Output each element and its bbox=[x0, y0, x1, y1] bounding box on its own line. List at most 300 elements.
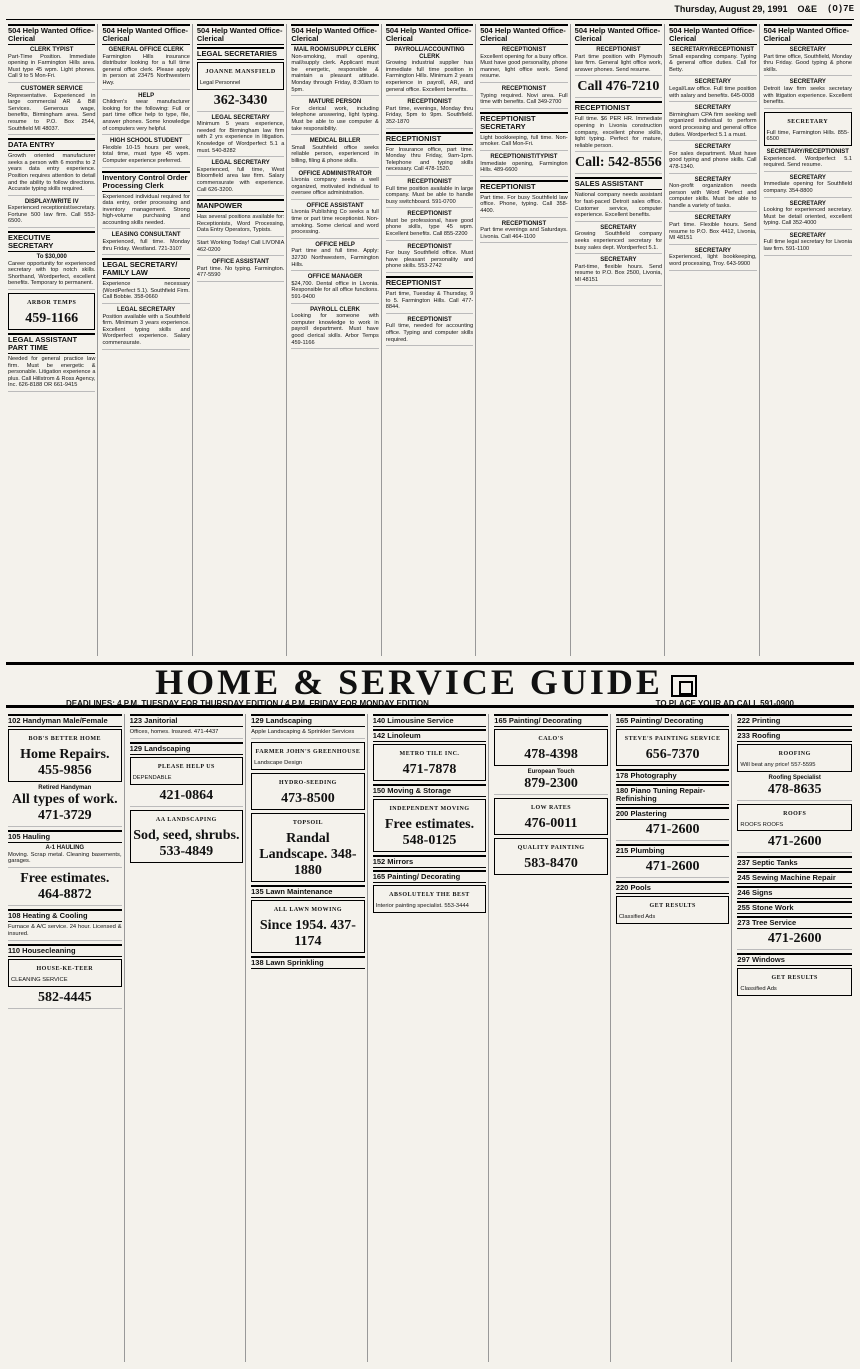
ad-text: Livonia Publishing Co seeks a full time or part time receptionist. Non-smoking. Some clerical and word processing. bbox=[291, 209, 379, 236]
ad-text: Looking for someone with computer knowledge to work in payroll department. Must have good clerical skills. Arbor Temps 459-1166 bbox=[291, 313, 379, 346]
section-heading: 165 Painting/ Decorating bbox=[373, 870, 487, 883]
ad-heading: OFFICE ASSISTANT bbox=[212, 259, 270, 266]
section-heading: 138 Lawn Sprinkling bbox=[251, 956, 365, 969]
classified-ad bbox=[251, 900, 365, 953]
classified-ad bbox=[291, 171, 378, 200]
classified-column bbox=[492, 714, 611, 1362]
ad-text: National company needs assistant for fast-paced Detroit sales office. Customer service, computer experience. Excellent benefits. bbox=[574, 192, 663, 219]
ad-text: Experienced, light bookkeeping, word processing, Troy. 643-9900 bbox=[669, 254, 757, 268]
section-heading: 220 Pools bbox=[616, 881, 730, 894]
section-heading: 200 Plastering bbox=[616, 807, 730, 820]
ad-text: Detroit law firm seeks secretary with litigation experience. Excellent benefits. bbox=[763, 85, 852, 106]
classified-ad bbox=[764, 112, 852, 146]
classified-ad bbox=[197, 214, 284, 237]
page-folio: (O)7E bbox=[826, 4, 854, 14]
classified-ad bbox=[197, 62, 284, 90]
phone-book-icon bbox=[671, 675, 697, 697]
classified-ad bbox=[575, 47, 662, 76]
section-heading: 504 Help Wanted Office-Clerical bbox=[574, 26, 661, 43]
ad-text: Legal/Law office. Full time position with salary and benefits. 645-0008 bbox=[669, 85, 757, 99]
section-label: O&E bbox=[797, 4, 817, 14]
classified-ad bbox=[575, 225, 662, 254]
ad-heading: CUSTOMER SERVICE bbox=[20, 85, 83, 92]
classified-ad bbox=[8, 86, 95, 135]
classified-ad bbox=[764, 233, 852, 256]
ad-text: 471-2600 bbox=[767, 931, 822, 947]
classified-ad bbox=[669, 47, 756, 76]
classified-ad bbox=[494, 729, 608, 766]
ad-heading: RECEPTIONIST bbox=[407, 178, 452, 185]
ad-text: Full time, needed for accounting office. Typing and computer skills required. bbox=[385, 323, 474, 343]
ad-heading: INDEPENDENT MOVING bbox=[389, 806, 470, 812]
section-heading: RECEPTIONIST bbox=[386, 132, 473, 145]
classified-ad bbox=[291, 203, 378, 239]
ad-heading: SECRETARY bbox=[694, 144, 731, 151]
ad-heading: SECRETARY bbox=[694, 215, 731, 222]
ad-text: Part time. No typing. Farmington. 477-5590 bbox=[196, 265, 285, 279]
classified-ad bbox=[8, 47, 95, 83]
classified-ad bbox=[737, 834, 852, 853]
section-heading: MANPOWER bbox=[197, 199, 284, 212]
section-heading: Inventory Control Order Processing Clerk bbox=[102, 171, 189, 192]
ad-text: Children's wear manufacturer looking for the following: Full or part time office help to type, file, answer phones. Some knowledge of computers very helpful. bbox=[102, 99, 190, 132]
ad-text: Home Repairs. 455-9856 bbox=[20, 747, 110, 778]
ad-text: ROOFS ROOFS bbox=[740, 821, 784, 828]
ad-heading: HOUSE-KE-TEER bbox=[36, 965, 94, 972]
ad-heading: RECEPTIONIST bbox=[596, 47, 641, 53]
ad-heading: SECRETARY/RECEPTIONIST bbox=[766, 148, 849, 155]
classified-ad bbox=[764, 175, 852, 198]
section-heading: 504 Help Wanted Office-Clerical bbox=[480, 26, 566, 43]
ad-text: $24,700. Dental office in Livonia. Responsible for all office functions. 591-9400 bbox=[291, 280, 379, 300]
section-heading: SALES ASSISTANT bbox=[575, 177, 662, 190]
section-heading: 123 Janitorial bbox=[130, 714, 244, 727]
classified-ad bbox=[669, 144, 756, 173]
classified-ad bbox=[130, 788, 244, 807]
classified-ad bbox=[669, 248, 756, 271]
ad-heading: HIGH SCHOOL STUDENT bbox=[110, 138, 183, 145]
classified-ad bbox=[8, 871, 122, 906]
classified-ad bbox=[386, 211, 473, 240]
ad-heading: DISPLAY/WRITE IV bbox=[24, 198, 79, 205]
ad-text: Part time, Tuesday & Thursday, 9 to 5. Farmington Hills. Call 477-8844. bbox=[385, 291, 474, 311]
classified-column bbox=[478, 24, 570, 656]
classified-ad bbox=[251, 813, 365, 882]
classified-ad bbox=[737, 931, 852, 950]
ad-heading: RECEPTIONIST bbox=[407, 99, 452, 106]
ad-heading: MAIL ROOM/SUPPLY CLERK bbox=[293, 47, 377, 53]
ad-heading: RECEPTIONIST bbox=[407, 243, 452, 250]
classified-ad bbox=[102, 93, 189, 136]
ad-text: Landscape Design bbox=[254, 759, 303, 766]
ad-heading: European Touch bbox=[527, 769, 575, 775]
ad-heading: LEGAL SECRETARY bbox=[117, 307, 176, 314]
classified-ad bbox=[764, 47, 852, 76]
classified-ad bbox=[291, 242, 378, 271]
ad-text: Start Working Today! Call LIVONIA 462-0200 bbox=[196, 239, 285, 253]
section-heading: 108 Heating & Cooling bbox=[8, 909, 122, 922]
classified-ad bbox=[251, 729, 365, 739]
classified-ad bbox=[291, 307, 378, 350]
ad-heading: OFFICE ADMINISTRATOR bbox=[298, 170, 372, 177]
ad-text: Part-time, flexible hours. Send resume to P.O. Box 2500, Livonia, MI 48151 bbox=[574, 263, 663, 283]
ad-text: Experienced receptionist/secretary. Fortune 500 law firm. Call 553-6500. bbox=[8, 205, 96, 225]
ad-text: Part time position with Plymouth law firm. General light office work, answer phones. Send resume. bbox=[574, 53, 663, 73]
ad-text: Apple Landscaping & Sprinkler Services bbox=[251, 729, 355, 735]
classified-ad bbox=[8, 785, 122, 827]
ad-text: Small Southfield office seeks reliable person, experienced in billing, filing & phone skills. bbox=[291, 144, 379, 164]
classified-ad bbox=[197, 93, 284, 112]
ad-heading: RECEPTIONIST bbox=[501, 47, 547, 53]
ad-heading: STEVE'S PAINTING SERVICE bbox=[624, 736, 721, 742]
section-heading: 273 Tree Service bbox=[737, 916, 852, 929]
ad-text: Experience necessary (WordPerfect 5.1). Southfield Firm. Call Bobbie. 358-0660 bbox=[102, 281, 190, 301]
section-heading: LEGAL SECRETARY/ FAMILY LAW bbox=[102, 258, 189, 279]
classified-ad bbox=[575, 116, 662, 152]
ad-heading: ALL LAWN MOWING bbox=[273, 906, 343, 913]
ad-text: DEPENDABLE bbox=[132, 774, 172, 781]
classified-ad bbox=[669, 215, 756, 244]
ad-heading: QUALITY PAINTING bbox=[517, 844, 585, 851]
ad-text: Classified Ads bbox=[740, 986, 777, 993]
ad-text: Looking for experienced secretary. Must be detail oriented, excellent typing. Call 352-4000 bbox=[763, 207, 852, 227]
ad-text: 421-0864 bbox=[159, 787, 214, 803]
classified-ad bbox=[197, 259, 284, 282]
ad-heading: SECRETARY bbox=[694, 176, 731, 183]
ad-heading: ROOFS bbox=[783, 810, 807, 817]
ad-heading: A-1 HAULING bbox=[45, 844, 85, 851]
ad-text: 471-7878 bbox=[402, 762, 457, 777]
ad-heading: CLERK TYPIST bbox=[30, 47, 74, 53]
ad-heading: OFFICE MANAGER bbox=[307, 274, 363, 281]
section-heading: 129 Landscaping bbox=[251, 714, 365, 727]
section-heading: 504 Help Wanted Office-Clerical bbox=[291, 26, 377, 43]
classified-ad bbox=[386, 179, 473, 208]
classified-ad bbox=[669, 105, 756, 141]
ad-text: Must be professional, have good phone skills, type 45 wpm. Excellent benefits. Call 855-2200 bbox=[385, 217, 474, 238]
ad-heading: JOANNE MANSFIELD bbox=[205, 69, 276, 75]
classified-ad bbox=[373, 799, 487, 852]
ad-heading: AA LANDSCAPING bbox=[155, 816, 217, 823]
section-heading: 504 Help Wanted Office-Clerical bbox=[764, 24, 852, 45]
classified-column bbox=[735, 714, 854, 1362]
ad-text: Sod, seed, shrubs. 533-4849 bbox=[133, 827, 240, 859]
section-heading: LEGAL SECRETARIES bbox=[197, 47, 284, 60]
ad-heading: OFFICE HELP bbox=[315, 241, 355, 248]
classified-column bbox=[614, 714, 733, 1362]
classified-ad bbox=[669, 177, 756, 213]
ad-heading: LOW RATES bbox=[531, 804, 572, 811]
ad-heading: ROOFING bbox=[778, 751, 811, 757]
ad-text: Excellent opening for a busy office. Must have good personality, phone manner, light office work. Send resume. bbox=[480, 53, 568, 80]
classified-ad bbox=[373, 744, 487, 781]
ad-text: Experienced individual required for data entry, order processing and inventory management. Strong high-volume purchasing and accounting skills needed. bbox=[102, 193, 190, 226]
ad-text: Typing required. Novi area. Full time with benefits. Call 349-2700 bbox=[480, 92, 568, 106]
classified-column bbox=[100, 24, 192, 656]
ad-heading: SECRETARY bbox=[694, 79, 731, 86]
ad-heading: SECRETARY/RECEPTIONIST bbox=[671, 47, 754, 53]
ad-text: Small expanding company. Typing & general office duties. Call for Betty. bbox=[669, 53, 757, 73]
ad-heading: SECRETARY bbox=[789, 79, 826, 86]
section-heading: RECEPTIONIST bbox=[386, 276, 473, 289]
section-heading: 504 Help Wanted Office-Clerical bbox=[385, 26, 472, 43]
ad-heading: RECEPTIONIST bbox=[407, 316, 452, 323]
ad-heading: LEGAL SECRETARY bbox=[211, 114, 270, 121]
ad-heading: CALO'S bbox=[538, 736, 564, 742]
classified-ad bbox=[480, 47, 567, 83]
classified-ad bbox=[575, 257, 662, 286]
classified-ad bbox=[291, 47, 378, 96]
issue-date: Thursday, August 29, 1991 bbox=[674, 4, 788, 14]
section-heading: 255 Stone Work bbox=[737, 901, 852, 914]
classified-ad bbox=[197, 240, 284, 256]
ad-text: Furnace & A/C service. 24 hour. Licensed & insured. bbox=[8, 924, 122, 937]
classified-column bbox=[249, 714, 368, 1362]
ad-heading: RECEPTIONIST bbox=[407, 211, 452, 218]
ad-text: Free estimates. 548-0125 bbox=[384, 817, 475, 848]
ad-heading: SECRETARY bbox=[600, 224, 637, 231]
ad-text: Part time and full time. Apply: 32730 Northwestern, Farmington Hills. bbox=[291, 248, 379, 268]
ad-heading: SECRETARY bbox=[787, 118, 829, 125]
ad-heading: FARMER JOHN'S GREENHOUSE bbox=[255, 748, 361, 755]
classified-ad bbox=[616, 729, 730, 766]
classified-ad bbox=[102, 232, 189, 255]
ad-text: 362-3430 bbox=[213, 92, 268, 108]
ad-text: Call: 542-8556 bbox=[575, 155, 662, 171]
classified-ad bbox=[197, 115, 284, 158]
classified-ad bbox=[480, 86, 567, 109]
section-heading: 140 Limousine Service bbox=[373, 714, 487, 727]
ad-text: Experienced, full time. Monday thru Friday. Westland. 721-3107 bbox=[102, 239, 190, 252]
classified-column bbox=[6, 24, 98, 656]
section-heading: 215 Plumbing bbox=[616, 844, 730, 857]
ad-text: 583-8470 bbox=[524, 855, 578, 871]
ad-text: Interior painting specialist. 553-3444 bbox=[375, 903, 469, 909]
ad-text: Position available with a Southfield firm. Minimum 3 years experience. Excellent typing skills and Wordperfect experience. Salary commensurate. bbox=[102, 313, 190, 346]
classified-ad bbox=[8, 356, 95, 392]
ad-text: 473-8500 bbox=[281, 790, 335, 806]
section-heading: 165 Painting/ Decorating bbox=[494, 714, 608, 727]
ad-text: Flexible 10-15 hours per week, total time, must type 45 wpm. Computer experience preferred. bbox=[102, 144, 190, 164]
ad-text: Since 1954. 437-1174 bbox=[259, 917, 356, 949]
section-heading: 504 Help Wanted Office-Clerical bbox=[669, 26, 755, 43]
classified-ad bbox=[8, 924, 122, 941]
classified-ad bbox=[102, 307, 189, 350]
classified-ad bbox=[102, 138, 189, 167]
classified-ad bbox=[575, 79, 662, 98]
ad-heading: HELP bbox=[138, 92, 155, 99]
ad-heading: TOPSOIL bbox=[292, 819, 323, 826]
ad-heading: PAYROLL CLERK bbox=[310, 306, 360, 313]
section-heading: 504 Help Wanted Office-Clerical bbox=[102, 26, 189, 43]
classified-ad bbox=[575, 192, 662, 221]
ad-text: Will beat any price! 557-5595 bbox=[740, 762, 816, 768]
ad-text: Livonia company seeks a well organized, motivated individual to oversee office administration. bbox=[291, 177, 379, 197]
ad-text: Classified Ads bbox=[618, 914, 656, 920]
classified-ad bbox=[373, 885, 487, 913]
classified-ad bbox=[130, 757, 244, 785]
section-heading: 105 Hauling bbox=[8, 830, 122, 843]
service-guide-columns bbox=[6, 714, 854, 1362]
ad-heading: ARBOR TEMPS bbox=[27, 300, 77, 307]
classified-ad bbox=[291, 99, 378, 135]
ad-text: Free estimates. 464-8872 bbox=[20, 871, 110, 903]
section-heading: 129 Landscaping bbox=[130, 742, 244, 755]
classified-ad bbox=[8, 254, 95, 290]
classified-ad bbox=[737, 744, 852, 772]
classified-ad bbox=[494, 838, 608, 875]
classified-ad bbox=[102, 47, 189, 90]
ad-text: Light bookkeeping, full time. Non-smoker. Call Mon-Fri. bbox=[480, 134, 568, 148]
section-heading: 150 Moving & Storage bbox=[373, 784, 487, 797]
ad-text: 471-2600 bbox=[645, 822, 700, 837]
classified-ad bbox=[8, 990, 122, 1009]
ad-heading: PAYROLL/ACCOUNTING CLERK bbox=[394, 47, 465, 60]
ad-heading: GET RESULTS bbox=[771, 975, 818, 982]
ad-heading: SECRETARY bbox=[789, 47, 826, 53]
classified-ad bbox=[764, 149, 852, 172]
classified-ad bbox=[494, 769, 608, 795]
classified-ad bbox=[480, 154, 567, 177]
ad-text: 476-0011 bbox=[524, 815, 578, 831]
classified-ad bbox=[102, 281, 189, 304]
ad-text: Part-Time Position. Immediate opening in Farmington Hills area. Must type 45 wpm. Light phones. Call 9 to 5 Mon-Fri. bbox=[8, 53, 96, 80]
ad-heading: RECEPTIONIST/TYPIST bbox=[490, 153, 558, 160]
section-heading: 110 Housecleaning bbox=[8, 944, 122, 957]
deadlines: DEADLINES: 4 P.M. TUESDAY FOR THURSDAY EDITION / 4 P.M. FRIDAY FOR MONDAY EDITION bbox=[66, 699, 429, 708]
ad-heading: PLEASE HELP US bbox=[157, 763, 215, 770]
help-wanted-columns bbox=[6, 24, 854, 656]
ad-text: 656-7370 bbox=[645, 747, 700, 762]
ad-text: Immediate opening for Southfield company. 354-8800 bbox=[763, 181, 852, 194]
classified-ad bbox=[130, 810, 244, 863]
ad-heading: SECRETARY bbox=[789, 200, 826, 207]
classified-ad bbox=[737, 804, 852, 832]
section-heading: 297 Windows bbox=[737, 953, 852, 966]
ad-text: 879-2300 bbox=[524, 775, 578, 791]
classified-ad bbox=[764, 79, 852, 108]
ad-text: Part time evenings and Saturdays. Livonia. Call 464-1100 bbox=[480, 227, 568, 240]
ad-text: Minimum 5 years experience, needed for Birmingham law firm with 2 yrs experience in litigation. Knowledge of Wordperfect 5.1 a must. 540-8282 bbox=[196, 121, 285, 154]
ad-text: Non-profit organization needs person with Word Perfect and computer skills. Must be able to handle a variety of tasks. bbox=[669, 183, 757, 209]
ad-text: Offices, homes. Insured. 471-4437 bbox=[129, 729, 219, 735]
ad-text: Birmingham CPA firm seeking well organized individual to perform word processing and general office duties. Wordperfect 5.1 a must. bbox=[669, 111, 757, 138]
classified-ad bbox=[197, 160, 284, 196]
classified-ad bbox=[386, 291, 473, 314]
classified-ad bbox=[616, 859, 730, 878]
classified-ad bbox=[8, 153, 95, 196]
ad-text: Growth oriented manufacturer seeks a person with 6 months to 2 years data entry experience. Position requires attention to detail and the ability to follow directions. Accurate typing skills required. bbox=[8, 153, 96, 193]
ad-text: 478-4398 bbox=[524, 747, 578, 762]
classified-ad bbox=[386, 99, 473, 128]
classified-ad bbox=[737, 968, 852, 996]
ad-heading: SECRETARY bbox=[600, 257, 637, 264]
place-ad-phone: TO PLACE YOUR AD CALL 591-0900 bbox=[655, 699, 794, 708]
ad-text: Moving. Scrap metal. Cleaning basements, garages. bbox=[8, 851, 122, 865]
classified-ad bbox=[494, 798, 608, 835]
section-heading: 246 Signs bbox=[737, 886, 852, 899]
section-heading: 142 Linoleum bbox=[373, 729, 487, 742]
ad-heading: Retired Handyman bbox=[38, 785, 92, 791]
section-heading: 222 Printing bbox=[737, 714, 852, 727]
ad-text: Full time legal secretary for Livonia law firm. 591-1100 bbox=[763, 239, 852, 253]
classified-ad bbox=[737, 775, 852, 801]
classified-ad bbox=[480, 195, 567, 218]
classified-column bbox=[6, 714, 125, 1362]
ad-text: Representative. Experienced in large commercial AR & Bill Services. Generous wage, benefits, Birmingham area. Send resume to P.O. Box 2544, Southfield MI 48037. bbox=[8, 92, 96, 132]
home-service-guide-banner bbox=[6, 662, 854, 708]
ad-text: Randal Landscape. 348-1880 bbox=[259, 830, 357, 878]
ad-text: Full time, Farmington Hills. 855-6500 bbox=[766, 129, 849, 143]
classified-ad bbox=[386, 244, 473, 273]
ad-text: Experienced. Wordperfect 5.1 required. Send resume. bbox=[763, 155, 852, 169]
ad-text: Part time. Flexible hours. Send resume to P.O. Box 4412, Livonia, MI 48151 bbox=[669, 222, 757, 242]
ad-text: Needed for general practice law firm. Must be energetic & personable. Litigation experience a plus. Call Hillstrom & Ross Agency, Inc. 626-8188 OR 661-9415 bbox=[8, 356, 96, 389]
section-heading: 245 Sewing Machine Repair bbox=[737, 871, 852, 884]
classified-column bbox=[762, 24, 854, 656]
classified-ad bbox=[616, 896, 730, 924]
section-heading: 135 Lawn Maintenance bbox=[251, 885, 365, 898]
section-heading: RECEPTIONIST bbox=[480, 180, 567, 193]
classified-column bbox=[384, 24, 476, 656]
section-heading: DATA ENTRY bbox=[8, 138, 95, 151]
ad-text: Immediate opening, Farmington Hills. 489-6600 bbox=[480, 160, 568, 174]
ad-heading: OFFICE ASSISTANT bbox=[306, 202, 364, 209]
ad-text: Part time. For busy Southfield law office. Phone, typing. Call 358-4400. bbox=[480, 194, 568, 214]
classified-ad bbox=[386, 317, 473, 346]
ad-heading: Roofing Specialist bbox=[768, 774, 821, 781]
classified-ad bbox=[8, 959, 122, 987]
section-heading: 178 Photography bbox=[616, 769, 730, 782]
ad-text: Part time, evenings, Monday thru Friday, 5pm to 9pm. Southfield. 352-1870 bbox=[385, 105, 474, 125]
classified-ad bbox=[764, 201, 852, 230]
section-heading: 152 Mirrors bbox=[373, 855, 487, 868]
ad-heading: MATURE PERSON bbox=[308, 99, 362, 106]
section-heading: 504 Help Wanted Office-Clerical bbox=[196, 26, 283, 43]
classified-ad bbox=[386, 147, 473, 176]
classified-ad bbox=[8, 293, 95, 330]
ad-heading: MEDICAL BILLER bbox=[309, 138, 361, 145]
section-heading: 180 Piano Tuning Repair-Refinishing bbox=[616, 784, 730, 805]
classified-column bbox=[667, 24, 759, 656]
ad-heading: LEGAL SECRETARY bbox=[211, 160, 270, 167]
ad-heading: GENERAL OFFICE CLERK bbox=[108, 47, 184, 53]
classified-ad bbox=[669, 79, 756, 102]
ad-text: Growing Southfield company seeks experienced secretary for busy sales dept. Wordperfect 5.1. bbox=[574, 231, 663, 251]
classified-ad bbox=[8, 845, 122, 868]
ad-text: 471-2600 bbox=[645, 859, 700, 874]
ad-text: 478-8635 bbox=[767, 781, 822, 797]
ad-heading: BOB'S BETTER HOME bbox=[28, 736, 102, 742]
classified-ad bbox=[8, 729, 122, 782]
ad-text: 471-2600 bbox=[767, 834, 822, 850]
ad-text: Farmington Hills insurance distributor looking for a full time general office clerk. Please apply in person at 23475 Northwestern Hwy. bbox=[102, 53, 190, 86]
classified-ad bbox=[386, 47, 473, 96]
classified-ad bbox=[8, 199, 95, 228]
ad-text: For clerical work, including telephone answering, light typing. Must be able to use computer & take responsibility. bbox=[291, 105, 379, 132]
ad-text: For sales department. Must have good typing and phone skills. Call 478-1340. bbox=[669, 150, 757, 170]
section-heading: 165 Painting/ Decorating bbox=[616, 714, 730, 727]
page-header bbox=[6, 4, 854, 20]
ad-text: Growing industrial supplier has immediate full time position in Farmington Hills. Minimum 2 years experience in payroll, AR, and general office. Excellent benefits. bbox=[385, 60, 474, 93]
section-heading: RECEPTIONIST bbox=[575, 101, 662, 114]
ad-text: For Insurance office, part time. Monday thru Friday, 9am-1pm. Telephone and typing skills necessary. Call 478-1520. bbox=[385, 146, 474, 173]
section-heading: EXECUTIVE SECRETARY bbox=[8, 231, 95, 252]
ad-text: Experienced, full time, West Bloomfield area law firm. Salary commensurate with experience. Call 626-3200. bbox=[196, 166, 285, 193]
ad-text: For busy Southfield office. Must have pleasant personality and phone skills. 553-2742 bbox=[385, 250, 474, 270]
ad-heading: HYDRO-SEEDING bbox=[279, 779, 337, 786]
ad-heading: SECRETARY bbox=[694, 247, 731, 254]
